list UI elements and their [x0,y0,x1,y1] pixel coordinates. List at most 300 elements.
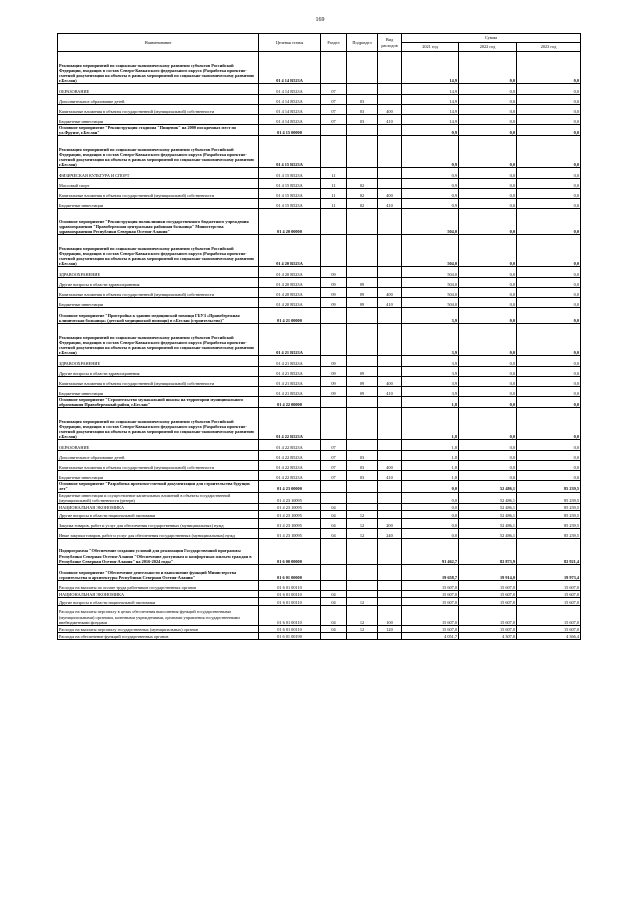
table-row [58,52,581,84]
row-subsection [347,324,378,356]
table-row [58,84,581,95]
row-target: 01 4 20 R523A [259,298,321,308]
row-sum-2023: 0,0 [517,288,581,298]
row-name: Капитальные вложения в объекты государственной (муниципальной) собственности [58,288,259,298]
row-sum-2022: 0,0 [459,125,517,136]
row-name: Дополнительное образование детей [58,451,259,461]
row-sum-2022: 52 486,1 [459,510,517,518]
header-expense-type: Вид расходов [378,34,402,52]
row-name: Капитальные вложения в объекты государственной (муниципальной) собственности [58,461,259,471]
row-target: 01 4 14 R523A [259,105,321,115]
row-sum-2023: 85 239,5 [517,528,581,538]
row-section: 09 [321,288,347,298]
row-sum-2022: 0,0 [459,461,517,471]
table-row [58,625,581,632]
row-name: Подпрограмма "Обеспечение создания условий для реализации Государственной программы Республики Северная Осетия-Алания "Обеспечение доступным и комфортным жильем граждан в Республике Северная Осетия-Алания" на 2016-2024 годы" [58,538,259,564]
row-section [321,580,347,590]
row-expense-type: 240 [378,528,402,538]
row-section: 04 [321,590,347,597]
row-sum-2023: 0,0 [517,367,581,377]
row-sum-2021: 4 051,7 [402,632,459,639]
row-sum-2022: 0,0 [459,298,517,308]
row-sum-2023: 0,0 [517,408,581,440]
row-target: 01 4 22 R523A [259,461,321,471]
row-target: 01 4 15 R523A [259,179,321,189]
row-sum-2022: 0,0 [459,288,517,298]
row-name: Основное мероприятие "Реконструкция поликлиники государственного бюджетного учреждения здравоохранения "Правобережная центральная районная больница" Министерства здравоохранения Республики Северная Осетия-Алания" [58,209,259,235]
row-subsection: 03 [347,115,378,125]
row-subsection: 09 [347,278,378,288]
row-subsection: 09 [347,387,378,397]
row-expense-type: 400 [378,377,402,387]
row-section: 11 [321,168,347,179]
row-name: Расходы на выплаты по оплате труда работников государственных органов [58,580,259,590]
row-sum-2021: 14,9 [402,95,459,105]
row-subsection: 12 [347,625,378,632]
budget-table [57,33,581,640]
row-name: НАЦИОНАЛЬНАЯ ЭКОНОМИКА [58,503,259,510]
row-section [321,52,347,84]
row-sum-2022: 0,0 [459,440,517,451]
row-expense-type [378,590,402,597]
row-subsection [347,168,378,179]
row-expense-type [378,308,402,324]
row-sum-2021: 3,9 [402,367,459,377]
row-sum-2023: 0,0 [517,52,581,84]
row-target: 01 4 14 R523A [259,52,321,84]
row-sum-2022: 19 914,0 [459,564,517,580]
row-sum-2022: 0,0 [459,235,517,267]
header-sum: Сумма [402,34,581,43]
row-sum-2023: 4 366,4 [517,632,581,639]
row-subsection: 09 [347,367,378,377]
row-name: Основное мероприятие "Разработка проектно-сметной документации для строительства будущих лет" [58,481,259,492]
row-sum-2022: 0,0 [459,278,517,288]
row-name: Капитальные вложения в объекты государственной (муниципальной) собственности [58,189,259,199]
row-sum-2021: 0,0 [402,503,459,510]
row-section: 07 [321,451,347,461]
table-row [58,492,581,503]
row-name: ЗДРАВООХРАНЕНИЕ [58,267,259,278]
header-subsection: Подраздел [347,34,378,52]
row-section: 07 [321,105,347,115]
row-section: 04 [321,510,347,518]
row-name: Дополнительное образование детей [58,95,259,105]
row-expense-type [378,179,402,189]
row-name: ЗДРАВООХРАНЕНИЕ [58,356,259,367]
row-sum-2021: 1,8 [402,397,459,408]
row-name: Основное мероприятие "Строительство музыкальной школы на территории муниципального образования Правобережный район, г.Беслан" [58,397,259,408]
table-row [58,267,581,278]
row-sum-2021: 3,9 [402,324,459,356]
header-2022: 2022 год [459,43,517,52]
row-name: Основное мероприятие "Пристройка к зданию медицинской помощи ГБУЗ «Правобережная клиническая больница» (детской медицинской помощи) в г.Беслан (строительство)" [58,308,259,324]
row-section [321,308,347,324]
row-expense-type [378,125,402,136]
row-sum-2021: 0,9 [402,179,459,189]
table-row [58,440,581,451]
row-expense-type [378,356,402,367]
table-row [58,199,581,209]
table-row [58,580,581,590]
table-row [58,481,581,492]
row-sum-2023: 0,0 [517,324,581,356]
row-section: 07 [321,115,347,125]
table-row [58,324,581,356]
row-target: 01 4 22 R523A [259,451,321,461]
row-name: Другие вопросы в области здравоохранения [58,367,259,377]
row-sum-2022: 52 486,1 [459,503,517,510]
row-sum-2021: 3,9 [402,356,459,367]
table-row [58,308,581,324]
row-sum-2021: 0,9 [402,199,459,209]
row-target: 01 6 01 00110 [259,605,321,625]
row-section: 07 [321,95,347,105]
row-target: 01 6 01 00110 [259,597,321,605]
row-expense-type [378,84,402,95]
row-sum-2022: 0,0 [459,387,517,397]
row-sum-2022: 15 607,0 [459,597,517,605]
row-target: 01 4 21 00000 [259,308,321,324]
row-sum-2022: 0,0 [459,105,517,115]
row-subsection [347,590,378,597]
row-expense-type: 410 [378,387,402,397]
row-sum-2022: 0,0 [459,199,517,209]
row-name: Основное мероприятие "Реконструкция стадиона "Пищевик" на 2000 посадочных мест по ул.Фрунзе, г.Беслан" [58,125,259,136]
row-subsection: 12 [347,605,378,625]
row-subsection: 12 [347,518,378,528]
row-expense-type: 200 [378,518,402,528]
row-expense-type [378,397,402,408]
row-sum-2023: 15 607,0 [517,580,581,590]
row-section: 04 [321,597,347,605]
row-name: Бюджетные инвестиции и осуществление капитальных вложений в объекты государственной (муниципальной) собственности (резерв) [58,492,259,503]
table-row [58,518,581,528]
row-name: Расходы на обеспечение функций государственных органов [58,632,259,639]
row-name: Капитальные вложения в объекты государственной (муниципальной) собственности [58,377,259,387]
row-expense-type [378,136,402,168]
row-sum-2022: 0,0 [459,179,517,189]
row-name: ОБРАЗОВАНИЕ [58,84,259,95]
table-row [58,503,581,510]
row-name: ФИЗИЧЕСКАЯ КУЛЬТУРА И СПОРТ [58,168,259,179]
row-sum-2023: 85 239,5 [517,492,581,503]
row-sum-2021: 15 607,0 [402,605,459,625]
row-sum-2023: 85 239,5 [517,503,581,510]
row-sum-2021: 19 658,7 [402,564,459,580]
row-target: 01 6 01 00110 [259,590,321,597]
table-row [58,136,581,168]
row-sum-2022: 0,0 [459,356,517,367]
row-section [321,324,347,356]
row-sum-2023: 15 607,0 [517,590,581,597]
row-sum-2022: 0,0 [459,397,517,408]
row-sum-2021: 504,0 [402,235,459,267]
row-sum-2022: 0,0 [459,52,517,84]
row-expense-type [378,95,402,105]
table-row [58,471,581,481]
page-number: 169 [315,17,325,23]
row-sum-2023: 0,0 [517,95,581,105]
row-subsection: 03 [347,461,378,471]
row-sum-2023: 15 607,0 [517,605,581,625]
row-name: Бюджетные инвестиции [58,387,259,397]
row-section: 09 [321,278,347,288]
row-name: Реализация мероприятий по социально-экономическому развитию субъектов Российской Федерации, входящих в состав Северо-Кавказского федерального округа (Разработка проектно-сметной документации на объекты в рамках мероприятий по социально-экономическому развитию г.Беслан) [58,324,259,356]
row-name: Бюджетные инвестиции [58,199,259,209]
row-sum-2023: 0,0 [517,278,581,288]
row-section: 07 [321,461,347,471]
header-target: Целевая статья [259,34,321,52]
table-row [58,397,581,408]
row-name: Капитальные вложения в объекты государственной (муниципальной) собственности [58,105,259,115]
row-subsection [347,503,378,510]
row-target: 01 4 20 R523A [259,288,321,298]
row-target: 01 6 01 00190 [259,632,321,639]
row-expense-type: 400 [378,105,402,115]
row-expense-type [378,597,402,605]
row-sum-2022: 15 607,0 [459,625,517,632]
row-sum-2023: 0,0 [517,125,581,136]
row-name: НАЦИОНАЛЬНАЯ ЭКОНОМИКА [58,590,259,597]
row-subsection: 03 [347,451,378,461]
row-expense-type [378,52,402,84]
row-target: 01 4 21 R523A [259,377,321,387]
header-2023: 2023 год [517,43,581,52]
table-row [58,590,581,597]
row-target: 01 4 20 R523A [259,235,321,267]
row-expense-type: 410 [378,471,402,481]
row-sum-2021: 504,0 [402,288,459,298]
row-name: Массовый спорт [58,179,259,189]
row-sum-2022: 0,0 [459,367,517,377]
row-expense-type [378,235,402,267]
row-section [321,408,347,440]
row-section: 09 [321,377,347,387]
row-name: Другие вопросы в области национальной экономики [58,597,259,605]
row-sum-2022: 0,0 [459,471,517,481]
row-expense-type [378,564,402,580]
row-sum-2022: 0,0 [459,84,517,95]
row-sum-2023: 0,0 [517,267,581,278]
row-sum-2022: 15 607,0 [459,590,517,597]
row-subsection [347,52,378,84]
row-sum-2021: 0,0 [402,528,459,538]
row-sum-2022: 0,0 [459,136,517,168]
table-row [58,408,581,440]
row-target: 01 4 21 R523A [259,356,321,367]
row-subsection [347,125,378,136]
row-sum-2021: 14,9 [402,52,459,84]
row-expense-type: 410 [378,298,402,308]
row-subsection [347,632,378,639]
row-expense-type [378,408,402,440]
header-name: Наименование [58,34,259,52]
row-name: Расходы на выплаты персоналу в целях обеспечения выполнения функций государственными (муниципальными) органами, казенными учреждениями, органами управления государственными внебюджетными фондами [58,605,259,625]
row-sum-2022: 82 873,9 [459,538,517,564]
table-row [58,179,581,189]
row-sum-2023: 0,0 [517,84,581,95]
row-subsection: 03 [347,95,378,105]
row-subsection: 12 [347,528,378,538]
row-subsection: 09 [347,377,378,387]
row-sum-2023: 0,0 [517,308,581,324]
row-sum-2022: 15 607,0 [459,580,517,590]
row-expense-type [378,168,402,179]
table-row [58,461,581,471]
row-section [321,125,347,136]
table-row [58,125,581,136]
row-expense-type [378,451,402,461]
row-section: 11 [321,189,347,199]
row-sum-2023: 19 973,4 [517,564,581,580]
row-section: 09 [321,356,347,367]
row-expense-type [378,267,402,278]
row-subsection: 02 [347,199,378,209]
row-sum-2022: 0,0 [459,168,517,179]
table-row [58,387,581,397]
row-target: 01 4 22 R523A [259,471,321,481]
table-row [58,538,581,564]
row-expense-type: 400 [378,288,402,298]
table-row [58,510,581,518]
table-row [58,377,581,387]
row-sum-2023: 85 239,5 [517,518,581,528]
row-expense-type [378,367,402,377]
row-subsection: 03 [347,105,378,115]
row-target: 01 4 23 10095 [259,503,321,510]
row-sum-2022: 52 486,1 [459,492,517,503]
row-target: 01 6 01 00110 [259,625,321,632]
header-2021: 2021 год [402,43,459,52]
row-sum-2022: 0,0 [459,189,517,199]
row-target: 01 4 22 00000 [259,397,321,408]
row-target: 01 4 23 10095 [259,510,321,518]
row-sum-2022: 4 307,0 [459,632,517,639]
row-target: 01 4 21 R523A [259,324,321,356]
row-sum-2021: 0,0 [402,510,459,518]
row-sum-2021: 1,8 [402,471,459,481]
row-sum-2021: 0,9 [402,189,459,199]
table-row [58,168,581,179]
row-subsection [347,408,378,440]
row-expense-type [378,632,402,639]
table-row [58,356,581,367]
row-expense-type [378,324,402,356]
row-expense-type [378,492,402,503]
row-target: 01 4 23 10095 [259,492,321,503]
row-section: 09 [321,298,347,308]
row-expense-type: 120 [378,625,402,632]
table-row [58,367,581,377]
row-target: 01 4 15 R523A [259,189,321,199]
row-section [321,235,347,267]
row-subsection [347,580,378,590]
row-sum-2021: 14,9 [402,84,459,95]
row-subsection [347,538,378,564]
table-row [58,528,581,538]
row-subsection [347,564,378,580]
row-sum-2022: 15 607,0 [459,605,517,625]
row-sum-2023: 0,0 [517,440,581,451]
row-section: 07 [321,471,347,481]
row-target: 01 4 23 10095 [259,528,321,538]
row-target: 01 6 01 00000 [259,564,321,580]
row-sum-2023: 0,0 [517,387,581,397]
row-expense-type [378,440,402,451]
row-subsection: 03 [347,471,378,481]
row-name: Бюджетные инвестиции [58,298,259,308]
table-row [58,235,581,267]
row-sum-2022: 0,0 [459,267,517,278]
row-sum-2021: 15 607,0 [402,625,459,632]
row-target: 01 4 15 R523A [259,199,321,209]
row-name: Расходы на выплаты персоналу государственных (муниципальных) органов [58,625,259,632]
row-section [321,481,347,492]
row-subsection [347,492,378,503]
row-sum-2021: 14,9 [402,105,459,115]
row-target: 01 4 22 R523A [259,440,321,451]
row-subsection [347,267,378,278]
row-sum-2022: 0,0 [459,115,517,125]
row-subsection [347,84,378,95]
row-sum-2023: 0,0 [517,471,581,481]
row-subsection [347,356,378,367]
row-target: 01 4 21 R523A [259,367,321,377]
row-name: Другие вопросы в области здравоохранения [58,278,259,288]
row-target: 01 4 15 R523A [259,168,321,179]
row-sum-2021: 0,9 [402,168,459,179]
row-sum-2023: 15 607,0 [517,597,581,605]
row-subsection: 12 [347,597,378,605]
row-sum-2023: 0,0 [517,451,581,461]
row-target: 01 4 14 R523A [259,84,321,95]
row-sum-2022: 0,0 [459,408,517,440]
row-section: 04 [321,528,347,538]
row-subsection [347,235,378,267]
table-row [58,597,581,605]
row-target: 01 4 15 R523A [259,136,321,168]
row-sum-2023: 85 239,5 [517,481,581,492]
row-target: 01 6 01 00110 [259,580,321,590]
row-sum-2023: 0,0 [517,397,581,408]
row-sum-2023: 0,0 [517,199,581,209]
row-sum-2021: 15 607,0 [402,580,459,590]
row-subsection: 12 [347,510,378,518]
row-sum-2022: 0,0 [459,209,517,235]
row-sum-2023: 0,0 [517,115,581,125]
row-sum-2023: 0,0 [517,461,581,471]
row-sum-2022: 52 486,1 [459,518,517,528]
row-expense-type: 400 [378,461,402,471]
row-section: 11 [321,199,347,209]
row-expense-type: 400 [378,189,402,199]
row-sum-2021: 0,0 [402,481,459,492]
row-sum-2023: 0,0 [517,179,581,189]
row-name: Закупка товаров, работ и услуг для обеспечения государственных (муниципальных) нужд [58,518,259,528]
row-sum-2021: 0,0 [402,492,459,503]
row-expense-type [378,481,402,492]
row-sum-2023: 0,0 [517,105,581,115]
row-target: 01 6 00 00000 [259,538,321,564]
table-row [58,95,581,105]
table-body [58,52,581,640]
row-sum-2023: 0,0 [517,189,581,199]
table-row [58,115,581,125]
row-section: 07 [321,440,347,451]
table-row [58,564,581,580]
row-name: Основное мероприятие "Обеспечение деятельности и выполнение функций Министерства строительства и архитектуры Республики Северная Осетия-Алания" [58,564,259,580]
